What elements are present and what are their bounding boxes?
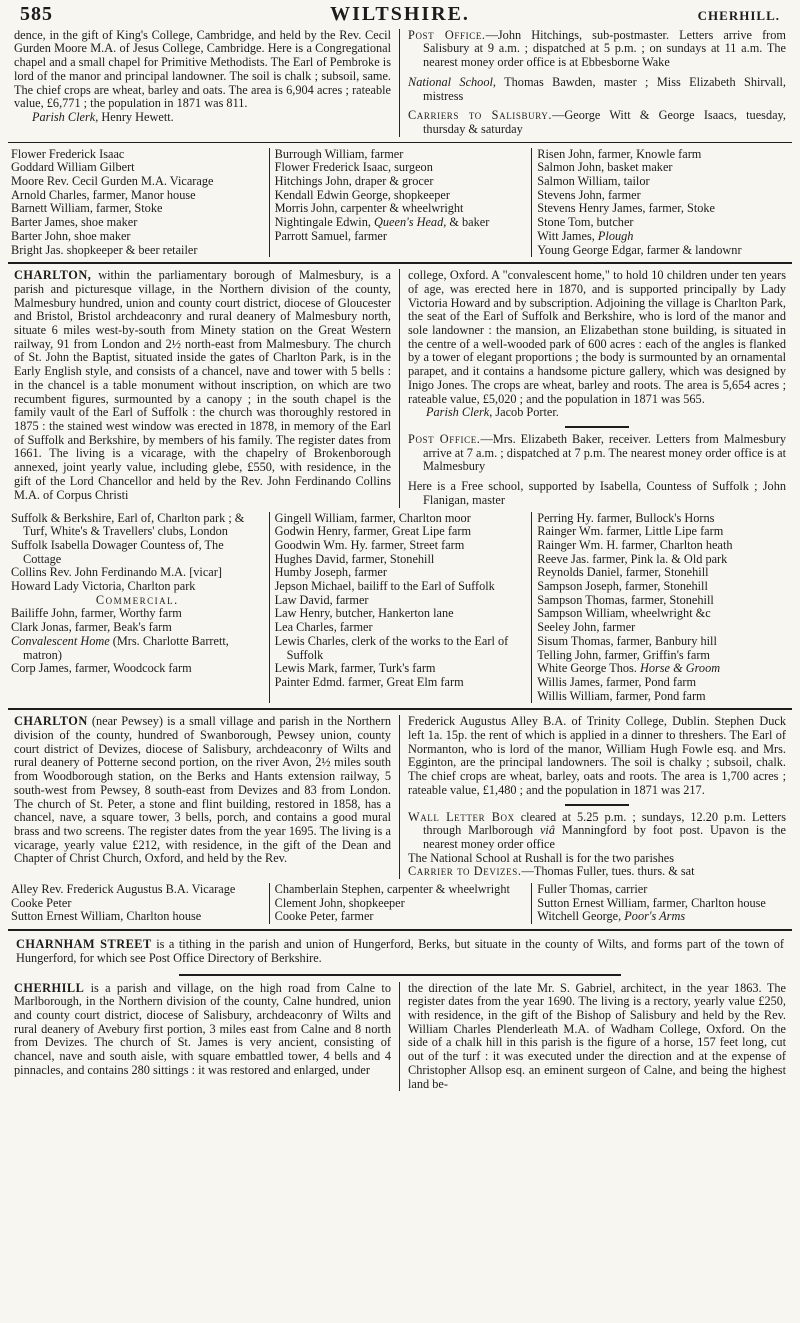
carrier-text: —Thomas Fuller, tues. thurs. & sat	[521, 864, 695, 879]
pub-name: Queen's Head,	[374, 215, 447, 230]
list-item: Suffolk Isabella Dowager Countess of, The Cottage	[11, 537, 224, 566]
left-column	[6, 29, 400, 137]
list-item: Bright Jas. shopkeeper & beer retailer	[11, 242, 198, 257]
list-item: Salmon John, basket maker	[537, 160, 673, 175]
clerk-name: , Henry Hewett.	[95, 109, 174, 124]
list-item: Rainger Wm. H. farmer, Charlton heath	[537, 537, 733, 552]
list-item: Reeve Jas. farmer, Pink la. & Old park	[537, 551, 728, 566]
entry-text: Nightingale Edwin,	[274, 215, 375, 230]
list-item: Willis William, farmer, Pond farm	[537, 688, 706, 703]
post-office-paragraph	[408, 433, 786, 474]
left-column	[6, 269, 400, 507]
section-divider-rule	[8, 262, 792, 264]
parish-name: CHARLTON,	[14, 268, 92, 283]
national-school-paragraph	[408, 76, 786, 103]
list-item: Morris John, carpenter & wheelwright	[274, 201, 464, 216]
post-office-label: Post Office.	[408, 27, 486, 42]
parish-paragraph	[14, 715, 391, 866]
list-item: Corp James, farmer, Woodcock farm	[11, 661, 192, 676]
short-divider-rule	[565, 426, 629, 428]
parish-text: within the parliamentary borough of Malmesbury, is a parish and picturesque village, in the Northern division of the county, Malmesbury hundred, union and county court district, diocese of Gloucester and Bristol, Bristol archdeaconry and rural deanery of Malmesbury north, situate 6 miles west-by-south from Minety station on the Great Western railway, 91 from London and 2½ north-east from Malmesbury. The church of St. John the Baptist, situated inside the gates of Charlton Park, is in the Early English style, and consists of a chancel, nave and tower with 5 bells : in the chancel is a table monument without inscription, on which are two recumbent figures, surmounted by a canopy ; in the south chapel is the family vault of the Earl of Suffolk : the church was thoroughly restored in 1875 : the stained west window was erected in 1878, in memory of the Earl of Suffolk and Berkshire, by members of his family. The register dates from 1661. The living is a vicarage, with the chapelry of Brokenborough annexed, joint yearly value, including glebe, £550, with residence, in the gift of the Lord Chancellor and held by the Rev. John Ferdinando Collins M.A. of Corpus Christi	[14, 268, 391, 502]
entry-text: Witchell George,	[537, 909, 625, 924]
section-charnham-street	[6, 936, 794, 967]
list-item: Sutton Ernest William, farmer, Charlton house	[537, 895, 766, 910]
wall-letter-box-paragraph	[408, 811, 786, 852]
commercial-subhead: Commercial.	[95, 592, 179, 607]
post-office-paragraph	[408, 29, 786, 70]
list-item: Flower Frederick Isaac, surgeon	[274, 160, 433, 175]
parish-paragraph-continued: Frederick Augustus Alley B.A. of Trinity College, Dublin. Stephen Duck left 1a. 15p. the rent of which is applied in a dinner to threshers. The Earl of Normanton, who is lord of the manor, William Hugh Fowle esq. and Mrs. Egginton, are the principal landowners. The soil is chalky ; subsoil, chalk. The chief crops are wheat, barley, oats and roots. The area is 1,700 acres ; rateable value, £1,480 ; and the population in 1871 was 217.	[408, 714, 786, 797]
list-item: Barnett William, farmer, Stoke	[11, 201, 163, 216]
section-charlton	[6, 269, 794, 507]
list-item: Howard Lady Victoria, Charlton park	[11, 579, 196, 594]
list-item: Stevens Henry James, farmer, Stoke	[537, 201, 716, 216]
pub-name: Plough	[597, 228, 634, 243]
list-item	[537, 662, 789, 676]
list-item: Lewis Mark, farmer, Turk's farm	[274, 661, 436, 676]
list-item: Stevens John, farmer	[537, 187, 641, 202]
list-column-2	[269, 883, 532, 924]
right-column	[400, 982, 794, 1092]
residents-list-1	[6, 148, 794, 258]
list-item: Gingell William, farmer, Charlton moor	[274, 510, 471, 525]
section-divider-rule	[8, 708, 792, 710]
list-item: Goodwin Wm. Hy. farmer, Street farm	[274, 537, 465, 552]
post-office-label: Post Office.	[408, 431, 481, 446]
parish-name: CHARLTON	[14, 714, 88, 729]
list-item: Risen John, farmer, Knowle farm	[537, 146, 702, 161]
list-item	[11, 635, 264, 662]
right-column	[400, 29, 794, 137]
left-column	[6, 982, 400, 1092]
list-column-1	[6, 148, 269, 258]
list-item: Parrott Samuel, farmer	[274, 228, 387, 243]
list-item: Lea Charles, farmer	[274, 620, 373, 635]
clerk-name: , Jacob Porter.	[489, 405, 559, 420]
list-column-3	[531, 148, 794, 258]
list-item: Lewis Charles, clerk of the works to the Earl of Suffolk	[274, 633, 509, 662]
list-item: Painter Edmd. farmer, Great Elm farm	[274, 674, 464, 689]
institution-name: Convalescent Home	[11, 633, 110, 648]
carriers-label: Carriers to Salisbury.	[408, 108, 553, 123]
list-item: Sampson Joseph, farmer, Stonehill	[537, 579, 708, 594]
carrier-label: Carrier to Devizes.	[408, 864, 522, 879]
list-item: Fuller Thomas, carrier	[537, 882, 648, 897]
list-item: Seeley John, farmer	[537, 620, 636, 635]
national-school-text: , Thomas Bawden, master ; Miss Elizabeth Shirvall, mistress	[423, 74, 786, 103]
list-item: Chamberlain Stephen, carpenter & wheelwright	[274, 882, 510, 897]
pub-name: Horse & Groom	[639, 661, 721, 676]
list-item: Bailiffe John, farmer, Worthy farm	[11, 606, 182, 621]
national-school-label: National School	[408, 74, 493, 89]
national-school-line: The National School at Rushall is for the two parishes	[408, 850, 675, 865]
residents-list-2	[6, 512, 794, 704]
parish-paragraph-continued: the direction of the late Mr. S. Gabriel, architect, in the year 1863. The register dates from the year 1690. The living is a rectory, yearly value £250, with residence, in the gift of the Bishop of Salisbury and held by the Rev. William Charles Plenderleath M.A. of Wadham College, Oxford. On the side of a chalk hill in this parish is the figure of a horse, 157 feet long, cut out of the turf : it was executed under the direction and at the expense of Christopher Allsop esq. an eminent surgeon of Calne, and being the highest land be-	[408, 980, 786, 1091]
list-item: Moore Rev. Cecil Gurden M.A. Vicarage	[11, 174, 214, 189]
list-item: Goddard William Gilbert	[11, 160, 135, 175]
list-item: Law Henry, butcher, Hankerton lane	[274, 606, 454, 621]
list-item: Cooke Peter, farmer	[274, 909, 374, 924]
list-item	[537, 910, 789, 924]
running-head: CHERHILL.	[697, 8, 780, 23]
section-divider-rule	[8, 929, 792, 931]
list-item	[275, 216, 527, 230]
list-item: Hitchings John, draper & grocer	[274, 174, 434, 189]
free-school-paragraph: Here is a Free school, supported by Isabella, Countess of Suffolk ; John Flanigan, master	[408, 479, 786, 507]
pub-name: Poor's Arms	[624, 909, 686, 924]
list-item: Sutton Ernest William, Charlton house	[11, 909, 202, 924]
list-item: Sampson William, wheelwright &c	[537, 606, 711, 621]
right-column	[400, 715, 794, 879]
parish-name: CHERHILL	[14, 980, 85, 995]
list-item: Salmon William, tailor	[537, 174, 650, 189]
clerk-label: Parish Clerk	[32, 109, 96, 124]
entry-text: (Mrs. Charlotte Barrett, matron)	[23, 633, 229, 662]
list-column-1	[6, 512, 269, 704]
list-item: Stone Tom, butcher	[537, 215, 634, 230]
carriers-text: —George Witt & George Isaacs, tuesday, thursday & saturday	[423, 108, 786, 136]
list-item: Kendall Edwin George, shopkeeper	[274, 187, 450, 202]
page-header	[6, 3, 794, 29]
list-column-2	[269, 512, 532, 704]
list-item: Barter James, shoe maker	[11, 215, 138, 230]
wall-letter-box-text: Manningford by foot post. Upavon is the nearest money order office	[423, 823, 787, 851]
carrier-paragraph	[408, 865, 786, 879]
parish-paragraph-continued: college, Oxford. A "convalescent home," to hold 10 children under ten years of age, was erected here in 1870, and is supported principally by Lady Victoria Howard and by subscription. Adjoining the village is Charlton Park, the seat of the Earl of Suffolk and Berkshire, who is lord of the manor and sole landowner : the mansion, an Elizabethan stone building, is situated in the centre of a well-wooded park of 600 acres : each of the angles is flanked by a tower of elegant proportions ; the body is surmounted by an ornamental parapet, and it contains a handsome picture gallery, which was designed by Inigo Jones. The crops are wheat, barley and roots. The area is 5,654 acres ; rateable value, £5,020 ; and the population in 1871 was 565.	[408, 268, 786, 406]
list-item: Arnold Charles, farmer, Manor house	[11, 187, 196, 202]
clerk-label: Parish Clerk	[426, 405, 490, 420]
parish-paragraph	[14, 269, 391, 502]
entry-text: White George Thos.	[537, 661, 640, 676]
list-item: Godwin Henry, farmer, Great Lipe farm	[274, 524, 472, 539]
right-column	[400, 269, 794, 507]
section-divider-rule	[8, 142, 792, 143]
list-item: Clark Jonas, farmer, Beak's farm	[11, 620, 172, 635]
list-item: Collins Rev. John Ferdinando M.A. [vicar]	[11, 565, 222, 580]
list-item: Humby Joseph, farmer	[274, 565, 387, 580]
residents-list-3	[6, 883, 794, 924]
page-number: 585	[20, 3, 53, 25]
post-office-text: —John Hitchings, sub-postmaster. Letters arrive from Salisbury at 9 a.m. ; dispatched at 5 p.m. ; on sundays at 11 a.m. The nearest money order office is at Ebbesborne Wake	[423, 27, 786, 70]
section-cherhill	[6, 982, 794, 1092]
centered-divider-rule	[179, 974, 620, 976]
parish-text: (near Pewsey) is a small village and parish in the Northern division of the county, hundred of Swanborough, Pewsey union, county court district of Devizes, diocese of Salisbury, archdeaconry of Wilts and rural deanery of Potterne second portion, on the river Avon, 2½ miles south from Woodborough station, on the Berks and Hants extension railway, 5 south-west from Pewsey, 8 south-east from Devizes and 83 from London. The church of St. Peter, a stone and flint building, restored in 1858, has a chancel, nave, a square tower, 3 bells, porch, and contains a good mural brass and two screens. The register dates from the year 1695. The living is a vicarage, yearly value £212, with residence, in the gift of the Dean and Chapter of Christ Church, Oxford, and held by the Rev.	[14, 714, 391, 866]
list-column-1	[6, 883, 269, 924]
via-italic: viâ	[539, 823, 555, 838]
list-item: Burrough William, farmer	[274, 146, 404, 161]
entry-text: Witt James,	[537, 228, 598, 243]
list-column-3	[531, 512, 794, 704]
entry-text: & baker	[446, 215, 490, 230]
list-item: Alley Rev. Frederick Augustus B.A. Vicarage	[11, 882, 236, 897]
parish-clerk-line	[14, 111, 391, 125]
county-title: WILTSHIRE.	[330, 3, 470, 25]
section-charlton-pewsey	[6, 715, 794, 879]
parish-name: CHARNHAM STREET	[16, 937, 152, 952]
list-item: Reynolds Daniel, farmer, Stonehill	[537, 565, 709, 580]
list-item: Sisum Thomas, farmer, Banbury hill	[537, 633, 717, 648]
list-item: Clement John, shopkeeper	[274, 895, 405, 910]
list-item: Law David, farmer	[274, 592, 369, 607]
parish-text: is a parish and village, on the high road from Calne to Marlborough, in the Northern division of the county, Calne hundred, union and county court district, diocese of Salisbury, archdeaconry of Wilts and rural deanery of Avebury first portion, 3 miles east from Calne and 8 north from Devizes. The church of St. James is very ancient, consisting of chancel, nave and south aisle, with square embattled tower, 4 bells and 4 pinnacles, and contains 280 sittings : it was restored and enlarged, under	[14, 980, 391, 1077]
list-column-2	[269, 148, 532, 258]
list-item: Suffolk & Berkshire, Earl of, Charlton park ; & Turf, White's & Travellers' clubs, London	[11, 510, 245, 539]
list-item: Hughes David, farmer, Stonehill	[274, 551, 435, 566]
list-item: Sampson Thomas, farmer, Stonehill	[537, 592, 714, 607]
list-column-3	[531, 883, 794, 924]
parish-text: is a tithing in the parish and union of Hungerford, Berks, but situate in the county of Wilts, and forms part of the town of Hungerford, for which see Post Office Directory of Berkshire.	[16, 937, 784, 965]
left-column	[6, 715, 400, 879]
post-office-text: —Mrs. Elizabeth Baker, receiver. Letters from Malmesbury arrive at 7 a.m. ; dispatched at 7 p.m. The nearest money order office is at Malmesbury	[423, 431, 786, 474]
list-item: Willis James, farmer, Pond farm	[537, 674, 697, 689]
wall-letter-box-label: Wall Letter Box	[408, 809, 515, 824]
list-item: Barter John, shoe maker	[11, 228, 131, 243]
short-divider-rule	[565, 804, 629, 806]
list-item: Flower Frederick Isaac	[11, 146, 125, 161]
parish-clerk-line	[408, 406, 786, 420]
parish-paragraph: dence, in the gift of King's College, Cambridge, and held by the Rev. Cecil Gurden Moore M.A. of Jesus College, Cambridge. Here is a Congregational chapel and a small chapel for Primitive Methodists. The Earl of Pembroke is lord of the manor and principal landowner. The soil is chalk ; subsoil, same. The chief crops are wheat, barley and oats. The area is 6,904 acres ; rateable value, £6,771 ; the population in 1871 was 811.	[14, 27, 391, 111]
list-item	[537, 230, 789, 244]
carriers-paragraph	[408, 109, 786, 136]
list-item: Jepson Michael, bailiff to the Earl of Suffolk	[274, 579, 495, 594]
list-item: Young George Edgar, farmer & landownr	[537, 242, 742, 257]
section-continuation	[6, 29, 794, 137]
parish-paragraph	[14, 982, 391, 1078]
list-item: Perring Hy. farmer, Bullock's Horns	[537, 510, 715, 525]
list-item: Telling John, farmer, Griffin's farm	[537, 647, 710, 662]
list-item: Rainger Wm. farmer, Little Lipe farm	[537, 524, 724, 539]
list-item: Cooke Peter	[11, 895, 72, 910]
wall-letter-box-text: cleared at 5.25 p.m. ; sundays, 12.20 p.m. Letters through Marlborough	[423, 809, 786, 838]
